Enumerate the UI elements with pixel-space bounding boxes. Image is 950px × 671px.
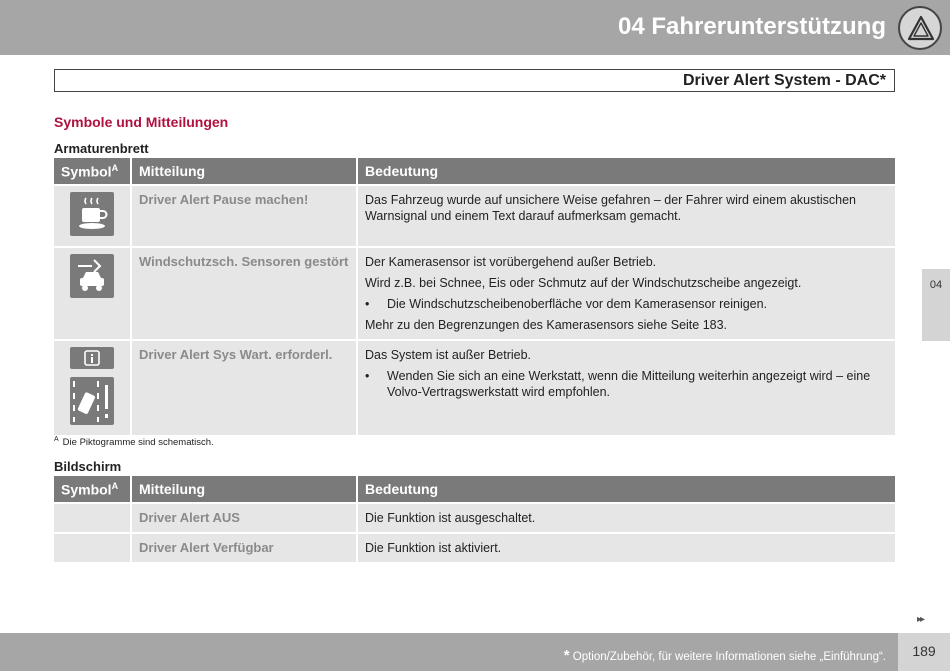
symbol-cell <box>54 247 131 340</box>
message-cell: Driver Alert Pause machen! <box>131 185 357 247</box>
message-cell: Windschutzsch. Sensoren gestört <box>131 247 357 340</box>
footnote <box>54 436 214 448</box>
table-row <box>54 185 895 247</box>
bullet-text: Die Windschutzscheibenoberfläche vor dem Kamerasensor reinigen. <box>387 297 768 311</box>
page-number-box <box>898 633 950 671</box>
page-number: 189 <box>912 643 936 659</box>
next-page-arrows-icon[interactable]: ▸▸ <box>917 614 924 625</box>
col-symbol <box>54 158 131 185</box>
bullet-dot: • <box>365 369 370 383</box>
table-row <box>54 533 895 562</box>
meaning-cell: Die Funktion ist ausgeschaltet. <box>357 503 895 533</box>
footnote-ref: A <box>111 162 119 173</box>
col-symbol-label: Symbol <box>61 481 112 498</box>
footer-note <box>564 647 886 664</box>
message-cell: Driver Alert AUS <box>131 503 357 533</box>
meaning-cell <box>357 247 895 340</box>
symbol-cell <box>54 533 131 562</box>
chapter-tab[interactable]: 04 <box>922 269 950 341</box>
chapter-title: 04 Fahrerunterstützung <box>617 13 886 40</box>
asterisk: * <box>563 647 570 664</box>
meaning-text: Das System ist außer Betrieb. <box>365 348 532 362</box>
meaning-text: Der Kamerasensor ist vorübergehend außer Betrieb. <box>365 255 657 269</box>
subheading-dashboard: Armaturenbrett <box>54 141 149 156</box>
table-row <box>54 247 895 340</box>
col-symbol <box>54 476 131 503</box>
bullet-item <box>365 296 888 312</box>
screen-table <box>54 476 895 562</box>
footnote-mark: A <box>54 436 59 443</box>
symbol-cell <box>54 503 131 533</box>
bullet-text: Wenden Sie sich an eine Werkstatt, wenn die Mitteilung weiterhin angezeigt wird – eine Volvo-Vertragswerkstatt wird empfohlen. <box>387 369 871 399</box>
col-meaning: Bedeutung <box>357 476 895 503</box>
col-meaning: Bedeutung <box>357 158 895 185</box>
meaning-text: Mehr zu den Begrenzungen des Kamerasensors siehe Seite 183. <box>365 318 728 332</box>
footnote-ref: A <box>111 480 119 491</box>
service-icon <box>70 347 114 369</box>
table-row <box>54 340 895 435</box>
table-header-row <box>54 476 895 503</box>
table-header-row <box>54 158 895 185</box>
warning-triangle-icon <box>898 6 942 50</box>
car-sensor-icon <box>70 254 114 298</box>
symbol-cell <box>54 185 131 247</box>
dashboard-table <box>54 158 895 435</box>
symbol-cell <box>54 340 131 435</box>
col-message: Mitteilung <box>131 476 357 503</box>
meaning-text: Wird z.B. bei Schnee, Eis oder Schmutz auf der Windschutzscheibe angezeigt. <box>365 276 802 290</box>
lane-warning-icon <box>70 377 114 425</box>
meaning-cell: Die Funktion ist aktiviert. <box>357 533 895 562</box>
col-symbol-label: Symbol <box>61 163 112 180</box>
meaning-text: Das Fahrzeug wurde auf unsichere Weise gefahren – der Fahrer wird einem akustischen Warnsignal und einem Text darauf aufmerksam gemacht. <box>365 193 856 223</box>
coffee-cup-icon <box>70 192 114 236</box>
footer-note-text: Option/Zubehör, für weitere Informationen siehe „Einführung“. <box>572 651 886 663</box>
section-title: Driver Alert System - DAC* <box>682 72 886 89</box>
message-cell: Driver Alert Verfügbar <box>131 533 357 562</box>
heading-symbols-messages: Symbole und Mitteilungen <box>54 114 229 130</box>
table-row <box>54 503 895 533</box>
meaning-cell <box>357 340 895 435</box>
section-header <box>54 69 895 92</box>
message-cell: Driver Alert Sys Wart. erforderl. <box>131 340 357 435</box>
footnote-text: Die Piktogramme sind schematisch. <box>62 437 214 449</box>
bullet-dot: • <box>365 297 370 311</box>
col-message: Mitteilung <box>131 158 357 185</box>
subheading-screen: Bildschirm <box>54 459 122 474</box>
bullet-item <box>365 368 888 400</box>
meaning-cell <box>357 185 895 247</box>
